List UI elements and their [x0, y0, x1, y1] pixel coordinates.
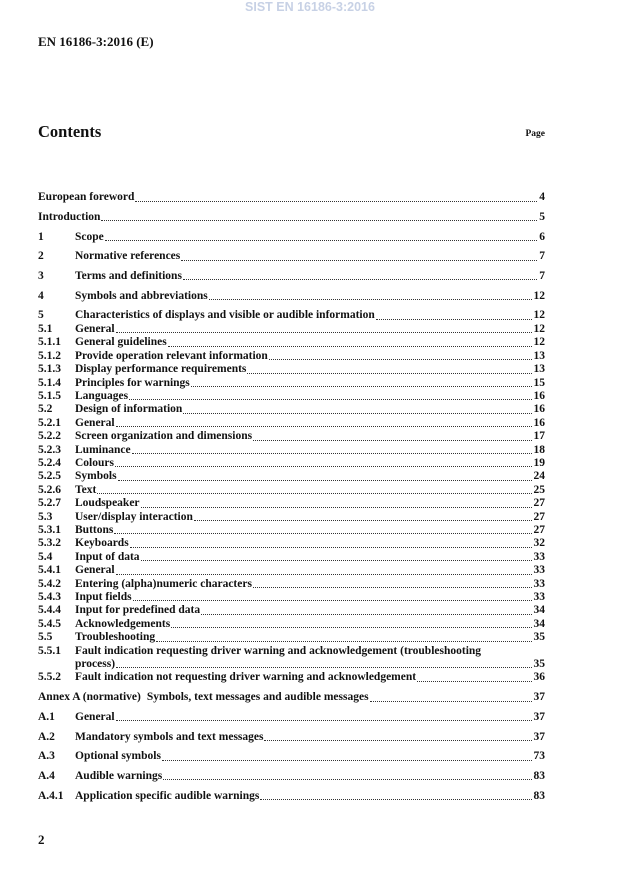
- toc-entry-page: 33: [533, 564, 545, 577]
- toc-entry-title: Display performance requirements: [75, 363, 247, 376]
- contents-heading: Contents: [38, 122, 102, 141]
- toc-entry-body: [75, 417, 545, 430]
- toc-entry-number: A.4.1: [38, 789, 64, 802]
- toc-entry-line: [75, 711, 545, 724]
- dot-leader: [130, 547, 532, 548]
- toc-entry-title: General: [75, 322, 115, 335]
- toc-entry-number: 5.1.5: [38, 389, 61, 402]
- dot-leader: [201, 614, 531, 615]
- toc-entry-page: 33: [533, 550, 545, 563]
- dot-leader: [132, 453, 532, 454]
- toc-entry-page: 24: [533, 470, 545, 483]
- toc-entry-number: A.3: [38, 750, 55, 763]
- toc-entry-line: [75, 363, 545, 376]
- dot-leader: [191, 386, 532, 387]
- toc-entry-title: Characteristics of displays and visible or audible information: [75, 309, 375, 322]
- toc-entry-title: Screen organization and dimensions: [75, 430, 253, 443]
- toc-entry-number: 5.2: [38, 403, 53, 416]
- toc-entry-title: Optional symbols: [75, 750, 161, 763]
- toc-entry-body: [75, 403, 545, 416]
- toc-entry-number: A.2: [38, 730, 55, 743]
- toc-entry: [38, 618, 545, 631]
- toc-entry-title: Principles for warnings: [75, 376, 190, 389]
- toc-entry-page: 18: [533, 443, 545, 456]
- toc-entry-body: [75, 323, 545, 336]
- toc-entry-number: 5.1.3: [38, 363, 61, 376]
- dot-leader: [118, 480, 532, 481]
- toc-entry: [38, 750, 545, 763]
- dot-leader: [370, 701, 532, 702]
- toc-entry-number: 5.1.2: [38, 349, 61, 362]
- toc-entry-page: 12: [533, 336, 545, 349]
- toc-entry-title: Application specific audible warnings: [75, 789, 260, 802]
- toc-entry-body: [38, 191, 545, 204]
- toc-entry-body: [75, 290, 545, 303]
- dot-leader: [209, 299, 532, 300]
- toc-entry-line: [75, 336, 545, 349]
- toc-entry-number: 5.4.1: [38, 564, 61, 577]
- toc-entry-body: [75, 645, 545, 672]
- toc-entry-title: Terms and definitions: [75, 270, 182, 283]
- toc-entry-page: 4: [539, 191, 545, 204]
- toc-entry-line: [75, 537, 545, 550]
- toc-entry-body: [75, 524, 545, 537]
- toc-entry-line: [75, 564, 545, 577]
- toc-entry-title: Symbols, text messages and audible messages: [146, 691, 369, 704]
- dot-leader: [115, 466, 532, 467]
- dot-leader: [264, 740, 531, 741]
- dot-leader: [183, 279, 537, 280]
- toc-entry-line: [75, 618, 545, 631]
- toc-entry: [38, 470, 545, 483]
- toc-entry: [38, 631, 545, 644]
- toc-entry: [38, 770, 545, 783]
- toc-entry-body: [75, 578, 545, 591]
- dot-leader: [105, 240, 538, 241]
- toc-entry-page: 27: [533, 510, 545, 523]
- toc-entry-title: Input for predefined data: [75, 604, 201, 617]
- toc-entry-title: Troubleshooting: [75, 631, 156, 644]
- toc-entry-page: 37: [533, 691, 545, 704]
- toc-entry: [38, 290, 545, 303]
- toc-entry-line: [75, 250, 545, 263]
- toc-entry-number: 5.2.5: [38, 470, 61, 483]
- toc-entry: [38, 363, 545, 376]
- toc-entry-body: [75, 390, 545, 403]
- toc-entry-number: 4: [38, 289, 44, 302]
- toc-entry-title: User/display interaction: [75, 510, 193, 523]
- toc-entry-number: 5.4.4: [38, 604, 61, 617]
- toc-entry-title: Entering (alpha)numeric characters: [75, 577, 252, 590]
- toc-entry-page: 16: [533, 403, 545, 416]
- toc-entry-page: 37: [533, 710, 545, 723]
- toc-entry-body: [75, 363, 545, 376]
- dot-leader: [376, 319, 532, 320]
- toc-entry-title: Keyboards: [75, 537, 129, 550]
- toc-entry-line: [75, 430, 545, 443]
- toc-entry: [38, 430, 545, 443]
- toc-entry-line: [75, 497, 545, 510]
- toc-entry-line: [75, 390, 545, 403]
- toc-entry-line: [75, 231, 545, 244]
- toc-entry: [38, 309, 545, 322]
- toc-entry-line: [75, 645, 545, 658]
- toc-entry-line: [75, 377, 545, 390]
- toc-entry-line: [75, 484, 545, 497]
- toc-entry-title: Audible warnings: [75, 769, 163, 782]
- dot-leader: [247, 373, 531, 374]
- toc-entry-line: [75, 470, 545, 483]
- toc-entry-number: Annex A (normative): [38, 691, 141, 704]
- toc-entry-page: 13: [533, 363, 545, 376]
- toc-entry: [38, 731, 545, 744]
- dot-leader: [129, 399, 531, 400]
- toc-entry-line: [75, 511, 545, 524]
- toc-entry-page: 73: [533, 750, 545, 763]
- toc-entry: [38, 790, 545, 803]
- toc-entry-line: [75, 631, 545, 644]
- toc-entry-title: Design of information: [75, 403, 183, 416]
- toc-entry-body: [75, 591, 545, 604]
- toc-entry: [38, 231, 545, 244]
- toc-entry-title: Input of data: [75, 550, 140, 563]
- toc-entry-page: 83: [533, 769, 545, 782]
- toc-entry-page: 12: [533, 309, 545, 322]
- toc-entry-line: [75, 671, 545, 684]
- toc-entry-title: Fault indication requesting driver warning and acknowledgement (troubleshooting: [75, 644, 482, 657]
- dot-leader: [163, 779, 531, 780]
- toc-entry-line: [75, 790, 545, 803]
- toc-entry-line: [75, 270, 545, 283]
- toc-entry-number: 3: [38, 270, 44, 283]
- toc-entry-line: [75, 309, 545, 322]
- dot-leader: [141, 507, 532, 508]
- toc-entry-title: Mandatory symbols and text messages: [75, 730, 264, 743]
- toc-entry-number: 5.2.2: [38, 430, 61, 443]
- toc-entry-title: Languages: [75, 389, 129, 402]
- dot-leader: [135, 201, 537, 202]
- toc-entry-title: Symbols: [75, 470, 117, 483]
- toc-entry-title: Provide operation relevant information: [75, 349, 268, 362]
- toc-entry-body: [75, 350, 545, 363]
- toc-entry-page: 12: [533, 322, 545, 335]
- dot-leader: [269, 359, 532, 360]
- toc-entry-number: 5.1.1: [38, 336, 61, 349]
- toc-entry: [38, 591, 545, 604]
- toc-entry-number: 5.4.2: [38, 577, 61, 590]
- toc-entry-number: A.1: [38, 710, 55, 723]
- toc-entry: [38, 604, 545, 617]
- toc-entry-page: 33: [533, 591, 545, 603]
- toc-entry-page: 27: [533, 523, 545, 536]
- toc-entry-body: [75, 231, 545, 244]
- toc-entry-line: [38, 211, 545, 224]
- toc-entry-body: [75, 537, 545, 550]
- toc-entry-line: [75, 551, 545, 564]
- toc-entry-body: [75, 731, 545, 744]
- toc-entry-number: 5.3.2: [38, 537, 61, 550]
- watermark: SIST EN 16186-3:2016: [245, 0, 375, 14]
- toc-entry: [38, 191, 545, 204]
- toc-entry-title: Loudspeaker: [75, 497, 140, 510]
- toc-entry-page: 37: [533, 730, 545, 743]
- toc-entry-number: 5.1: [38, 322, 53, 335]
- toc-entry: [38, 511, 545, 524]
- toc-entry-number: 5.4.3: [38, 591, 61, 604]
- toc-entry-body: [75, 336, 545, 349]
- dot-leader: [181, 260, 537, 261]
- toc-entry-page: 27: [533, 497, 545, 510]
- toc-entry: [38, 250, 545, 263]
- toc-entry-line: [75, 591, 545, 604]
- toc-entry: [38, 403, 545, 416]
- toc-entry-page: 7: [539, 250, 545, 263]
- toc-entry-number: 5.2.7: [38, 497, 61, 510]
- toc-entry-number: 5.5.2: [38, 671, 61, 684]
- toc-entry: [38, 350, 545, 363]
- toc-entry: [38, 323, 545, 336]
- toc-entry: [38, 336, 545, 349]
- page-column-label: Page: [525, 129, 545, 139]
- toc-entry-title: Input fields: [75, 591, 132, 603]
- toc-entry: [38, 551, 545, 564]
- toc-entry-title: European foreword: [38, 191, 135, 204]
- toc-entry-line: [75, 403, 545, 416]
- document-id-header: EN 16186-3:2016 (E): [38, 34, 154, 49]
- toc-entry-title: Fault indication not requesting driver warning and acknowledgement: [75, 671, 417, 684]
- dot-leader: [194, 520, 532, 521]
- toc-entry-page: 35: [533, 658, 545, 671]
- toc-entry-number: 5.2.4: [38, 456, 61, 469]
- toc-entry-number: 5.2.6: [38, 483, 61, 496]
- toc-entry-page: 32: [533, 537, 545, 550]
- toc-entry-title: Text: [75, 483, 97, 496]
- toc-entry-body: [75, 250, 545, 263]
- dot-leader: [183, 413, 531, 414]
- toc-entry-body: [75, 497, 545, 510]
- dot-leader: [253, 440, 531, 441]
- toc-entry-page: 17: [533, 430, 545, 443]
- toc-entry-body: [75, 484, 545, 497]
- toc-entry-body: [75, 711, 545, 724]
- toc-entry-number: 5.1.4: [38, 376, 61, 389]
- toc-entry-line: [75, 457, 545, 470]
- toc-entry-number: 1: [38, 230, 44, 243]
- dot-leader: [162, 760, 532, 761]
- toc-entry-number: 5.5.1: [38, 644, 61, 657]
- toc-entry-number: A.4: [38, 769, 55, 782]
- toc-entry-body: [75, 770, 545, 783]
- toc-entry-page: 36: [533, 671, 545, 684]
- toc-entry-body: [75, 604, 545, 617]
- dot-leader: [114, 533, 531, 534]
- toc-entry-number: 5.4: [38, 550, 53, 563]
- toc-entry-page: 16: [533, 389, 545, 402]
- toc-entry-body: [75, 511, 545, 524]
- toc-entry-number: 5.2.3: [38, 443, 61, 456]
- toc-entry: [38, 211, 545, 224]
- toc-entry-number: 5.3: [38, 510, 53, 523]
- toc-entry: [38, 417, 545, 430]
- toc-entry-number: 5.5: [38, 631, 53, 644]
- toc-entry-body: [75, 564, 545, 577]
- toc-entry: [38, 457, 545, 470]
- toc-entry-body: [38, 211, 545, 224]
- toc-entry-number: 5: [38, 309, 44, 322]
- toc-entry: [38, 270, 545, 283]
- toc-entry-line: [75, 444, 545, 457]
- toc-entry: [38, 497, 545, 510]
- toc-entry-title: General guidelines: [75, 336, 167, 349]
- dot-leader: [116, 574, 532, 575]
- toc-entry: [38, 671, 545, 684]
- toc-entry-title: General: [75, 564, 115, 577]
- toc-entry-line: [75, 290, 545, 303]
- dot-leader: [116, 426, 532, 427]
- dot-leader: [417, 681, 531, 682]
- toc-entry-page: 25: [533, 483, 545, 496]
- toc-entry-line: [75, 731, 545, 744]
- toc-entry-title: Normative references: [75, 250, 181, 263]
- toc-entry-body: [75, 457, 545, 470]
- toc-entry-body: [75, 444, 545, 457]
- toc-entry-title: Scope: [75, 230, 104, 243]
- toc-entry-body: [75, 551, 545, 564]
- toc-entry-title: Colours: [75, 456, 114, 469]
- dot-leader: [116, 720, 532, 721]
- toc-entry-page: 35: [533, 631, 545, 644]
- toc-entry-page: 16: [533, 416, 545, 429]
- toc-entry-title: General: [75, 710, 115, 723]
- toc-entry-number: 5.2.1: [38, 416, 61, 429]
- toc-entry: [38, 484, 545, 497]
- toc-entry-line: [38, 191, 545, 204]
- toc-entry-body: [75, 470, 545, 483]
- dot-leader: [116, 332, 532, 333]
- toc-entry-page: 6: [539, 230, 545, 243]
- toc-entry-body: [75, 750, 545, 763]
- toc-entry-title: Buttons: [75, 523, 114, 536]
- toc-entry-line: [75, 524, 545, 537]
- table-of-contents: [38, 185, 545, 803]
- toc-entry-line: [147, 691, 545, 704]
- dot-leader: [116, 667, 531, 668]
- toc-entry-body: [75, 309, 545, 322]
- dot-leader: [168, 346, 532, 347]
- toc-entry-line: [75, 750, 545, 763]
- toc-entry-line: [75, 770, 545, 783]
- toc-entry: [38, 578, 545, 591]
- toc-entry-page: 33: [533, 577, 545, 590]
- toc-entry-line: [75, 350, 545, 363]
- toc-entry-body: [75, 671, 545, 684]
- toc-entry-title: Luminance: [75, 443, 131, 456]
- toc-entry: [38, 377, 545, 390]
- toc-entry: [38, 390, 545, 403]
- toc-entry-page: 83: [533, 789, 545, 802]
- dot-leader: [141, 560, 532, 561]
- page-number: 2: [38, 832, 45, 847]
- toc-entry-number: 2: [38, 250, 44, 263]
- toc-entry-page: 5: [539, 210, 545, 223]
- toc-entry: [38, 524, 545, 537]
- toc-entry-page: 34: [533, 617, 545, 630]
- toc-entry: [38, 444, 545, 457]
- toc-entry-line: [75, 323, 545, 336]
- toc-entry-title: Acknowledgements: [75, 617, 171, 630]
- toc-entry: [38, 711, 545, 724]
- toc-entry-title: Symbols and abbreviations: [75, 289, 208, 302]
- toc-entry-line: [75, 417, 545, 430]
- dot-leader: [253, 587, 532, 588]
- toc-entry-title: process): [75, 658, 116, 671]
- toc-entry-body: [75, 631, 545, 644]
- toc-entry-body: [75, 377, 545, 390]
- toc-entry-page: 13: [533, 349, 545, 362]
- toc-entry-page: 19: [533, 456, 545, 469]
- toc-entry-page: 34: [533, 604, 545, 617]
- toc-entry-body: [75, 790, 545, 803]
- toc-entry: [38, 564, 545, 577]
- dot-leader: [156, 641, 531, 642]
- toc-entry-body: [75, 618, 545, 631]
- toc-entry-body: [75, 270, 545, 283]
- toc-entry-title: Introduction: [38, 210, 101, 223]
- toc-entry-body: [147, 691, 545, 704]
- toc-entry-page: 7: [539, 270, 545, 283]
- toc-entry-page: 12: [533, 289, 545, 302]
- toc-entry: [38, 691, 545, 704]
- toc-entry: [38, 645, 545, 672]
- toc-entry-line: [75, 604, 545, 617]
- toc-entry-number: 5.4.5: [38, 617, 61, 630]
- toc-entry-title: General: [75, 416, 115, 429]
- dot-leader: [260, 799, 531, 800]
- toc-entry-page: 15: [533, 376, 545, 389]
- dot-leader: [97, 493, 531, 494]
- dot-leader: [101, 220, 537, 221]
- toc-entry-line: [75, 658, 545, 671]
- toc-entry-line: [75, 578, 545, 591]
- toc-entry-number: 5.3.1: [38, 523, 61, 536]
- dot-leader: [133, 600, 532, 601]
- toc-entry-body: [75, 430, 545, 443]
- dot-leader: [171, 627, 531, 628]
- toc-entry: [38, 537, 545, 550]
